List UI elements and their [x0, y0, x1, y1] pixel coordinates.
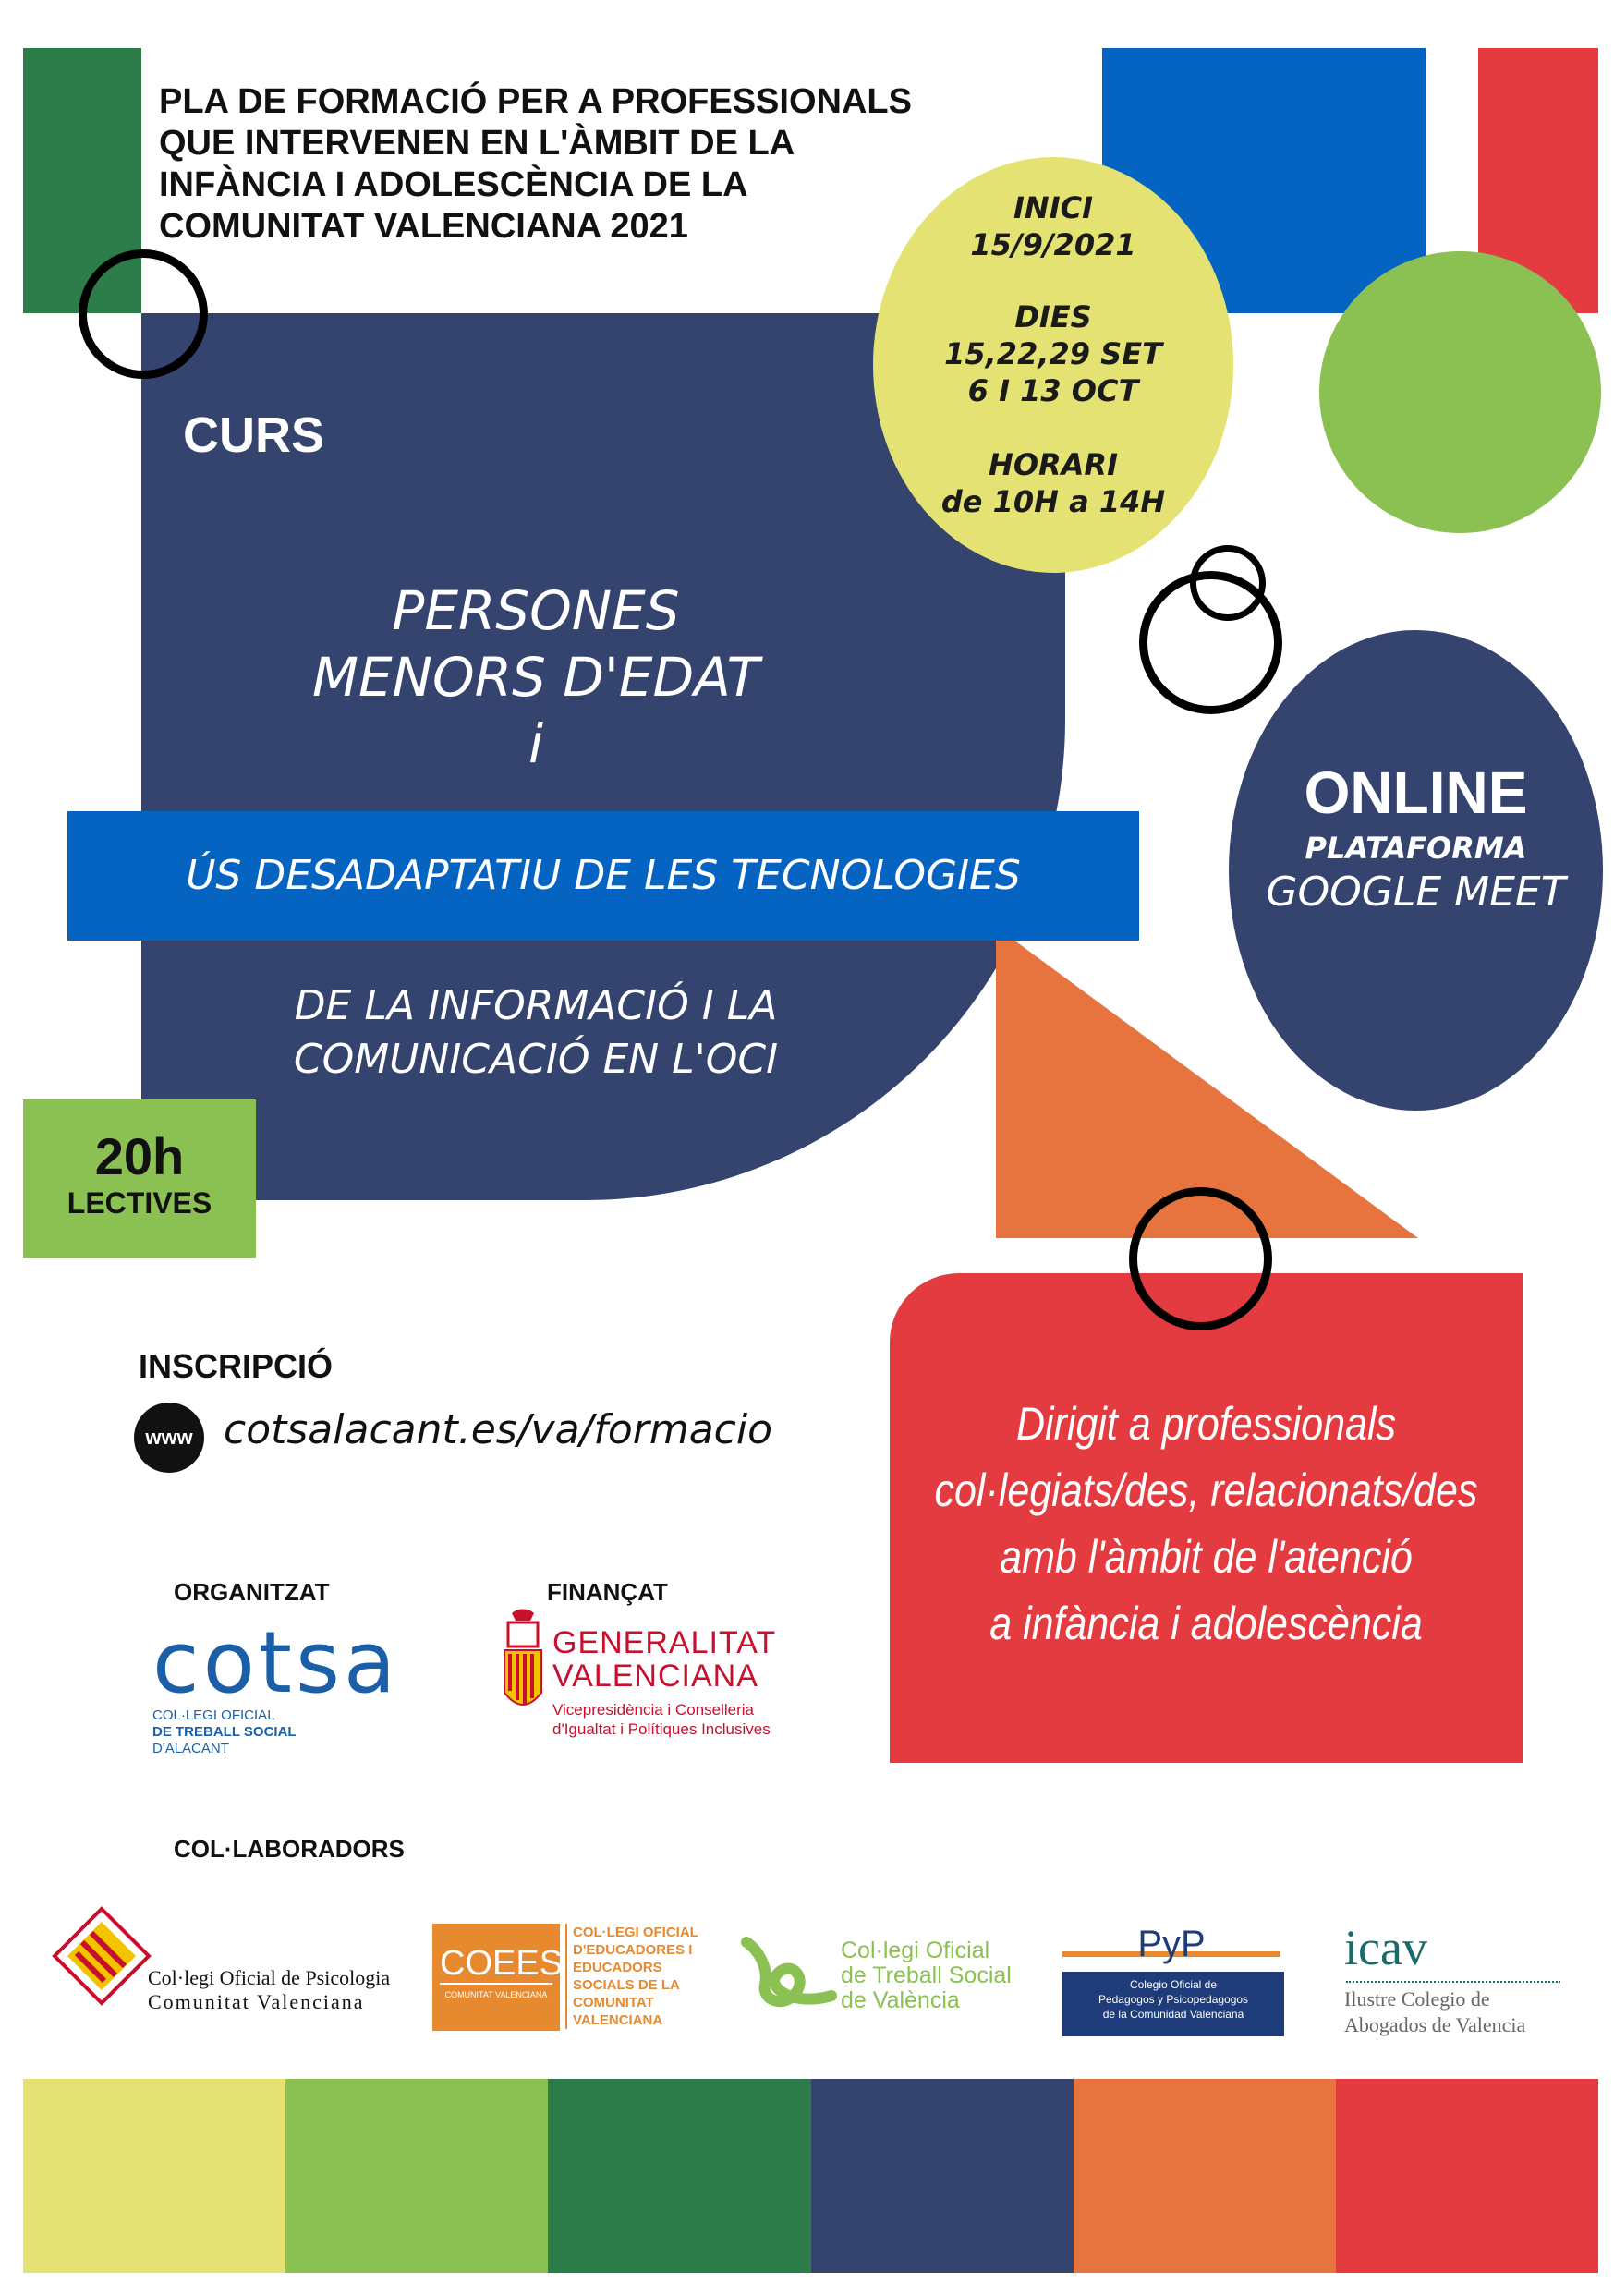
- generalitat-line: VALENCIANA: [552, 1658, 758, 1694]
- modality: [1229, 758, 1603, 917]
- footer-swatch-yellow: [23, 2079, 285, 2273]
- footer-swatch-red: [1336, 2079, 1598, 2273]
- coees-logo-text: COEES: [440, 1944, 564, 1983]
- icav-logo: icav: [1344, 1920, 1427, 1975]
- coees-line: COL·LEGI OFICIAL: [573, 1925, 698, 1940]
- modality-line: PLATAFORMA: [1305, 831, 1527, 866]
- treball-valencia-line: de València: [841, 1987, 960, 2013]
- green-circle: [1319, 251, 1601, 533]
- cotsa-subtitle: [152, 1707, 297, 1757]
- coees-line: COMUNITAT: [573, 1995, 654, 2011]
- audience-line: amb l'àmbit de l'atenció: [1000, 1531, 1413, 1583]
- icav-divider: [1346, 1981, 1560, 1983]
- course-title-line: MENORS D'EDAT: [311, 646, 760, 709]
- days-label: DIES: [1014, 299, 1092, 334]
- funder-label: FINANÇAT: [547, 1578, 668, 1606]
- icav-line: Ilustre Colegio de: [1344, 1987, 1490, 2011]
- hours-badge-label: LECTIVES: [67, 1186, 212, 1220]
- audience-line: col·legiats/des, relacionats/des: [934, 1464, 1478, 1516]
- generalitat-name: [552, 1626, 776, 1693]
- treball-valencia-line: Col·legi Oficial: [841, 1938, 990, 1963]
- generalitat-dept-line: Vicepresidència i Conselleria: [552, 1701, 754, 1719]
- course-title-line: i: [528, 712, 544, 775]
- course-subtitle-line: DE LA INFORMACIÓ I LA: [294, 982, 778, 1029]
- course-title: [203, 577, 868, 777]
- icav-name: [1344, 1986, 1525, 2038]
- cotsa-subtitle-line: COL·LEGI OFICIAL: [152, 1707, 275, 1723]
- footer-swatch-orange: [1074, 2079, 1336, 2273]
- globe-icon-text: www: [145, 1426, 193, 1449]
- audience-text: [934, 1391, 1478, 1657]
- coees-line: SOCIALS DE LA: [573, 1977, 680, 1993]
- cotsa-subtitle-line: D'ALACANT: [152, 1741, 229, 1756]
- psicologia-shield-icon: [51, 1905, 152, 2007]
- cotsa-logo: cotsa: [152, 1613, 400, 1712]
- hours-value: de 10H a 14H: [940, 484, 1166, 519]
- psicologia-name: [148, 1966, 390, 2014]
- pedagogos-name: [1062, 1972, 1284, 2036]
- coees-line: VALENCIANA: [573, 2012, 663, 2028]
- course-title-line: PERSONES: [392, 579, 680, 642]
- generalitat-department: [552, 1700, 771, 1739]
- cotsa-subtitle-line: DE TREBALL SOCIAL: [152, 1724, 297, 1740]
- coees-name: [565, 1924, 698, 2029]
- modality-line: GOOGLE MEET: [1266, 869, 1566, 916]
- program-title-line: COMUNITAT VALENCIANA 2021: [159, 207, 688, 246]
- course-subtitle-line: COMUNICACIÓ EN L'OCI: [293, 1036, 779, 1083]
- days-line: 15,22,29 SET: [944, 336, 1162, 371]
- coees-logo: [432, 1924, 564, 2031]
- program-title: [159, 81, 912, 248]
- coees-line: EDUCADORS: [573, 1960, 662, 1975]
- footer-color-strip: [23, 2079, 1598, 2273]
- days-line: 6 I 13 OCT: [967, 373, 1139, 408]
- program-title-line: QUE INTERVENEN EN L'ÀMBIT DE LA: [159, 124, 795, 163]
- pedagogos-line: Pedagogos y Psicopedagogos: [1098, 1993, 1249, 2006]
- footer-swatch-light-green: [285, 2079, 548, 2273]
- generalitat-line: GENERALITAT: [552, 1625, 777, 1660]
- treball-social-valencia-logo-icon: [739, 1931, 841, 2014]
- hours-label: HORARI: [989, 447, 1118, 482]
- coees-logo-sub: COMUNITAT VALENCIANA: [444, 1990, 548, 1999]
- start-label: INICI: [1013, 190, 1093, 225]
- hours-badge-value: 20h: [94, 1127, 185, 1185]
- ring-medium: [1139, 571, 1282, 714]
- registration-url[interactable]: cotsalacant.es/va/formacio: [224, 1406, 773, 1453]
- footer-swatch-navy: [811, 2079, 1074, 2273]
- course-subtitle: [185, 979, 887, 1087]
- pedagogos-mark: PyP: [1137, 1924, 1206, 1964]
- treball-social-valencia-name: [841, 1938, 1012, 2013]
- schedule-text: [878, 189, 1229, 520]
- icav-line: Abogados de Valencia: [1344, 2013, 1526, 2036]
- pedagogos-line: de la Comunidad Valenciana: [1102, 2008, 1244, 2021]
- organizer-label: ORGANITZAT: [174, 1578, 330, 1606]
- course-label: CURS: [183, 407, 325, 463]
- audience-line: a infància i adolescència: [989, 1597, 1423, 1649]
- generalitat-dept-line: d'Igualtat i Polítiques Inclusives: [552, 1720, 771, 1738]
- collaborators-label: COL·LABORADORS: [174, 1835, 405, 1863]
- pedagogos-logo: [1062, 1924, 1284, 2036]
- start-date: 15/9/2021: [970, 227, 1136, 262]
- treball-valencia-line: de Treball Social: [841, 1962, 1012, 1988]
- psicologia-line: Comunitat Valenciana: [148, 1990, 365, 2013]
- registration-label: INSCRIPCIÓ: [139, 1347, 334, 1385]
- program-title-line: PLA DE FORMACIÓ PER A PROFESSIONALS: [159, 82, 912, 121]
- hours-badge: [23, 1099, 256, 1258]
- audience-line: Dirigit a professionals: [1015, 1398, 1397, 1450]
- ring-top-left: [79, 249, 208, 379]
- psicologia-line: Col·legi Oficial de Psicologia: [148, 1966, 391, 1989]
- generalitat-crest-icon: [499, 1608, 547, 1728]
- ring-red-panel: [1129, 1187, 1272, 1330]
- coees-line: D'EDUCADORES I: [573, 1942, 693, 1958]
- course-highlight: ÚS DESADAPTATIU DE LES TECNOLOGIES: [186, 852, 1021, 899]
- program-title-line: INFÀNCIA I ADOLESCÈNCIA DE LA: [159, 165, 748, 204]
- footer-swatch-dark-green: [548, 2079, 810, 2273]
- globe-icon: [134, 1403, 204, 1473]
- modality-title: ONLINE: [1304, 759, 1528, 826]
- pedagogos-line: Colegio Oficial de: [1129, 1978, 1218, 1991]
